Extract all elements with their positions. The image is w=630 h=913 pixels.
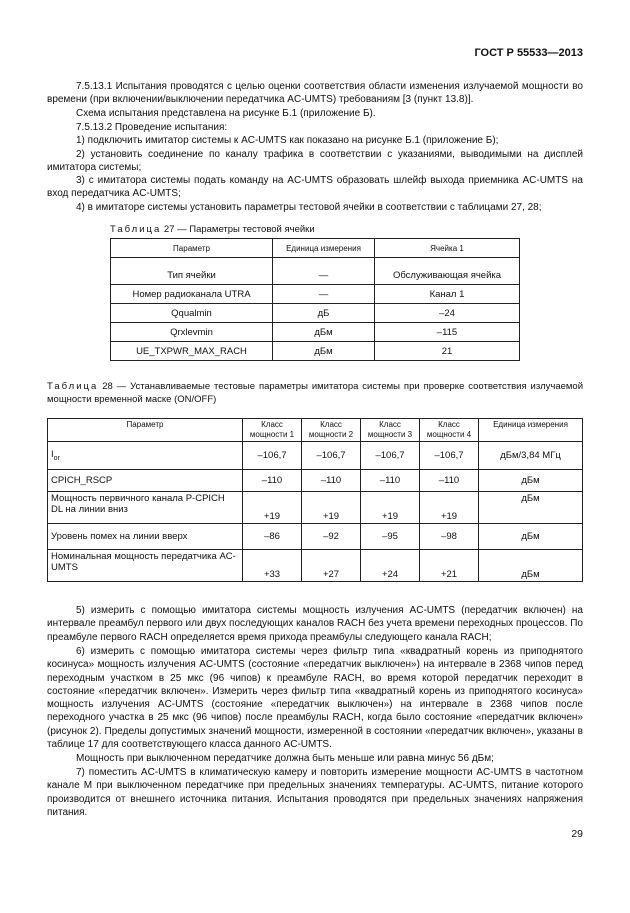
table-row: [111, 266, 520, 285]
table28-unit: дБм: [479, 524, 583, 550]
table-row: [111, 342, 520, 361]
table27-cell: UE_TXPWR_MAX_RACH: [111, 342, 273, 361]
table28-param: Уровень помех на линии вверх: [48, 524, 243, 550]
paragraph-7-5-13-2: 7.5.13.2 Проведение испытания:: [76, 122, 228, 133]
table28-cell: –95: [361, 524, 420, 550]
table28-cell: +24: [361, 550, 420, 582]
table27-cell: Тип ячейки: [111, 266, 273, 285]
table28-cell: +19: [420, 492, 479, 524]
table27-header-cell: Ячейка 1: [375, 239, 520, 258]
table28-header-row: [48, 419, 583, 442]
table27-cell: Qqualmin: [111, 304, 273, 323]
table-row: [111, 323, 520, 342]
table27-cell: Канал 1: [375, 285, 520, 304]
table-row: [48, 470, 583, 492]
table27-cell: —: [273, 285, 375, 304]
table28-cell: –86: [243, 524, 302, 550]
table27-cell: Номер радиоканала UTRA: [111, 285, 273, 304]
table28-cell: +21: [420, 550, 479, 582]
table28-cell: –110: [243, 470, 302, 492]
table28-cell: –110: [302, 470, 361, 492]
table28-cell: –98: [420, 524, 479, 550]
table28-header-class3: Класс мощности 3: [361, 419, 420, 442]
table28-caption-text: 28 — Устанавливаемые тестовые параметры имитатора системы при проверке соответствия излучаемой мощности временной маске (ON/OFF): [47, 381, 584, 405]
table-27: [110, 238, 520, 361]
table28-unit: дБм/3,84 МГц: [479, 442, 583, 470]
table28-cell: –92: [302, 524, 361, 550]
table27-cell: –115: [375, 323, 520, 342]
table27-cell: –24: [375, 304, 520, 323]
table27-caption-text: 27 — Параметры тестовой ячейки: [163, 224, 315, 235]
paragraph-step-7: 7) поместить AC-UMTS в климатическую камеру и повторить измерение мощности AC-UMTS в частотном канале М при выключенном передатчике при предельных значениях температуры. AC-UMTS, питание которого производится от внешнего источника питания. Испытания проводятся при предельных значениях напряжения питания.: [47, 767, 583, 818]
table28-cell: –106,7: [420, 442, 479, 470]
table27-cell: Qrxlevmin: [111, 323, 273, 342]
table27-cell: дБм: [273, 342, 375, 361]
table-row: [48, 550, 583, 582]
table28-cell: +19: [243, 492, 302, 524]
table28-header-param: Параметр: [48, 419, 243, 442]
table27-caption-word: Таблица: [110, 224, 162, 235]
table28-caption: [47, 381, 583, 406]
table28-cell: –106,7: [361, 442, 420, 470]
paragraph-step-5: 5) измерить с помощью имитатора системы мощность излучения AC-UMTS (передатчик включен) на интервале преамбул первого или двух последующих каналов RACH без учета времени переходных процессов. По преамбуле первого RACH определяется время прихода преамбулы следующего канала RACH;: [47, 605, 583, 643]
table28-unit: дБм: [479, 550, 583, 582]
table27-cell: дБ: [273, 304, 375, 323]
table-row: [111, 304, 520, 323]
table28-cell: –110: [420, 470, 479, 492]
table28-cell: +19: [302, 492, 361, 524]
paragraph-power-off-limit: Мощность при выключенном передатчике должна быть меньше или равна минус 56 дБм;: [76, 753, 494, 764]
table28-caption-word: Таблица: [47, 381, 99, 392]
paragraph-step-3: 3) с имитатора системы подать команду на AC-UMTS образовать шлейф выхода приемника AC-UMTS на вход передатчика AC-UMTS;: [47, 175, 583, 200]
table27-cell: дБм: [273, 323, 375, 342]
table28-cell: –110: [361, 470, 420, 492]
table28-header-class4: Класс мощности 4: [420, 419, 479, 442]
paragraph-scheme: Схема испытания представлена на рисунке Б.1 (приложение Б).: [76, 108, 376, 119]
table-row: [111, 285, 520, 304]
paragraph-step-4: 4) в имитаторе системы установить параметры тестовой ячейки в соответствии с таблицами 27, 28;: [76, 202, 542, 213]
table27-cell: 21: [375, 342, 520, 361]
table27-caption: [110, 224, 315, 237]
table-28: [47, 418, 583, 582]
table27-header-unit: Единица измерения: [273, 239, 375, 258]
table28-cell: +27: [302, 550, 361, 582]
table-row: [48, 524, 583, 550]
table28-cell: +33: [243, 550, 302, 582]
paragraph-step-2: 2) установить соединение по каналу трафика в соответствии с указаниями, выводимыми на дисплей имитатора системы;: [47, 149, 583, 174]
page-number: 29: [571, 828, 583, 840]
table27-header-row: [111, 239, 520, 258]
table28-unit: дБм: [479, 470, 583, 492]
table28-param: Номинальная мощность передатчика AC-UMTS: [48, 550, 243, 582]
table27-header-param: Параметр: [111, 239, 273, 258]
table28-header-unit: Единица измерения: [479, 419, 583, 442]
paragraph-step-1: 1) подключить имитатор системы к AC-UMTS как показано на рисунке Б.1 (приложение Б);: [76, 135, 499, 146]
table28-cell: –106,7: [243, 442, 302, 470]
paragraph-7-5-13-1: 7.5.13.1 Испытания проводятся с целью оценки соответствия области изменения излучаемой мощности во времени (при включении/выключении передатчика AC-UMTS) требованиям [3 (пункт 13.8)].: [47, 81, 583, 106]
table28-header-class1: Класс мощности 1: [243, 419, 302, 442]
table28-param-ior: $I_{or}$: [48, 442, 243, 470]
table28-cell: +19: [361, 492, 420, 524]
table28-cell: –106,7: [302, 442, 361, 470]
document-header: ГОСТ Р 55533—2013: [474, 47, 583, 59]
paragraph-step-6: 6) измерить с помощью имитатора системы через фильтр типа «квадратный корень из приподнятого косинуса» мощность излучения AC-UMTS (состояние «передатчик выключен») на интервале в 2368 чипов перед переходным участком в 25 мкс (96 чипов) к преамбуле RACH, во время которой передатчик переходит в состояние «передатчик включен». Измерить через фильтр типа «квадратный корень из приподнятого косинуса» мощность излучения AC-UMTS (состояние «передатчик выключен») на интервале в 2368 чипов после переходного участка в 25 мкс (96 чипов) после преамбулы RACH, когда было состояние «передатчик включен» (рисунок 2). Пределы допустимых значений мощности, измеренной в состоянии «передатчик включен», указаны в таблице 17 для соответствующего класса данного AC-UMTS.: [47, 646, 583, 751]
table28-param: CPICH_RSCP: [48, 470, 243, 492]
table-row: [48, 492, 583, 524]
table28-unit: дБм: [479, 492, 583, 524]
table27-cell: —: [273, 266, 375, 285]
table27-cell: Обслуживающая ячейка: [375, 266, 520, 285]
table-row: [48, 442, 583, 470]
table28-header-class2: Класс мощности 2: [302, 419, 361, 442]
table28-param: Мощность первичного канала P-CPICH DL на линии вниз: [48, 492, 243, 524]
